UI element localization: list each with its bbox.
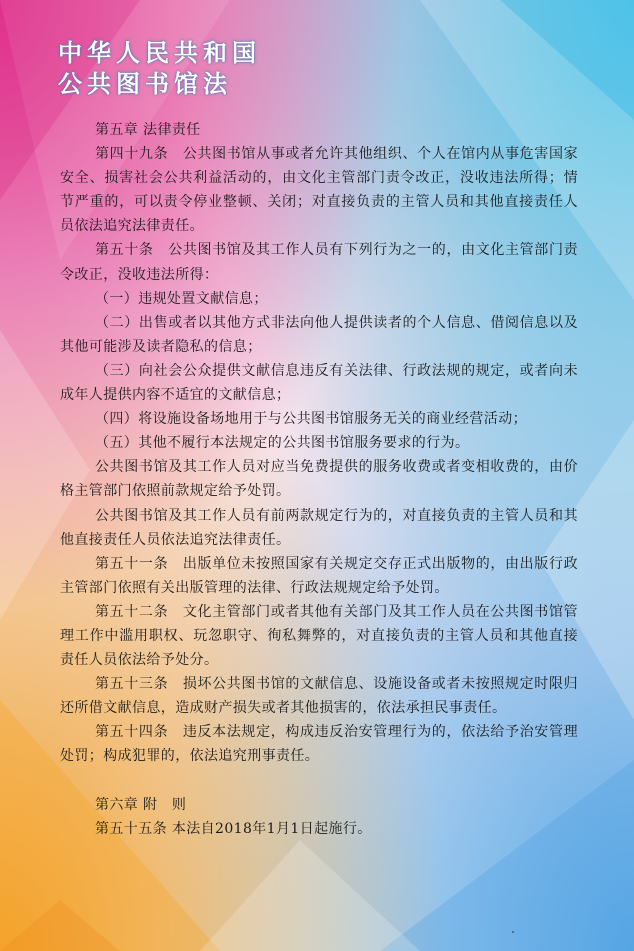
clause-paragraph: （三）向社会公众提供文献信息违反有关法律、行政法规的规定，或者向未成年人提供内容不适宜的文献信息； bbox=[60, 362, 578, 404]
clause-paragraph: （四）将设施设备场地用于与公共图书馆服务无关的商业经营活动； bbox=[95, 411, 527, 428]
clause-paragraph: （一）违规处置文献信息； bbox=[95, 290, 268, 307]
article-paragraph: 第五十条 公共图书馆及其工作人员有下列行为之一的，由文化主管部门责令改正，没收违法所得： bbox=[60, 242, 578, 283]
section-gap bbox=[60, 769, 578, 793]
article-paragraph: 第四十九条 公共图书馆从事或者允许其他组织、个人在馆内从事危害国家安全、损害社会公共利益活动的，由文化主管部门责令改正，没收违法所得；情节严重的，可以责令停业整顿、关闭；对直接负责的主管人员和其他直接责任人员依法追究法律责任。 bbox=[60, 146, 578, 235]
article-paragraph: 第五十四条 违反本法规定，构成违反治安管理行为的，依法给予治安管理处罚；构成犯罪的，依法追究刑事责任。 bbox=[60, 724, 578, 765]
title-line-1: 中华人民共和国 bbox=[58, 39, 261, 67]
chapter-heading: 第六章 附 则 bbox=[95, 796, 187, 813]
article-paragraph: 第五十一条 出版单位未按照国家有关规定交存正式出版物的，由出版行政主管部门依照有关出版管理的法律、行政法规规定给予处罚。 bbox=[60, 555, 578, 596]
article-paragraph: 第五十二条 文化主管部门或者其他有关部门及其工作人员在公共图书馆管理工作中滥用职权、玩忽职守、徇私舞弊的，对直接负责的主管人员和其他直接责任人员依法给予处分。 bbox=[60, 603, 578, 669]
article-paragraph: 公共图书馆及其工作人员有前两款规定行为的，对直接负责的主管人员和其他直接责任人员依法追究法律责任。 bbox=[60, 507, 578, 548]
article-paragraph: 第五十三条 损坏公共图书馆的文献信息、设施设备或者未按照规定时限归还所借文献信息，造成财产损失或者其他损害的，依法承担民事责任。 bbox=[60, 676, 578, 717]
article-paragraph: 第五十五条 本法自2018年1月1日起施行。 bbox=[95, 820, 372, 837]
chapter-heading: 第五章 法律责任 bbox=[95, 122, 201, 138]
law-text-body bbox=[60, 118, 578, 841]
document-title bbox=[58, 38, 261, 100]
clause-paragraph: （五）其他不履行本法规定的公共图书馆服务要求的行为。 bbox=[95, 435, 470, 452]
article-paragraph: 公共图书馆及其工作人员对应当免费提供的服务收费或者变相收费的，由价格主管部门依照前款规定给予处罚。 bbox=[60, 459, 578, 500]
title-line-2: 公共图书馆法 bbox=[58, 70, 232, 98]
stray-dot bbox=[512, 931, 514, 933]
clause-paragraph: （二）出售或者以其他方式非法向他人提供读者的个人信息、借阅信息以及其他可能涉及读者隐私的信息； bbox=[60, 314, 578, 355]
